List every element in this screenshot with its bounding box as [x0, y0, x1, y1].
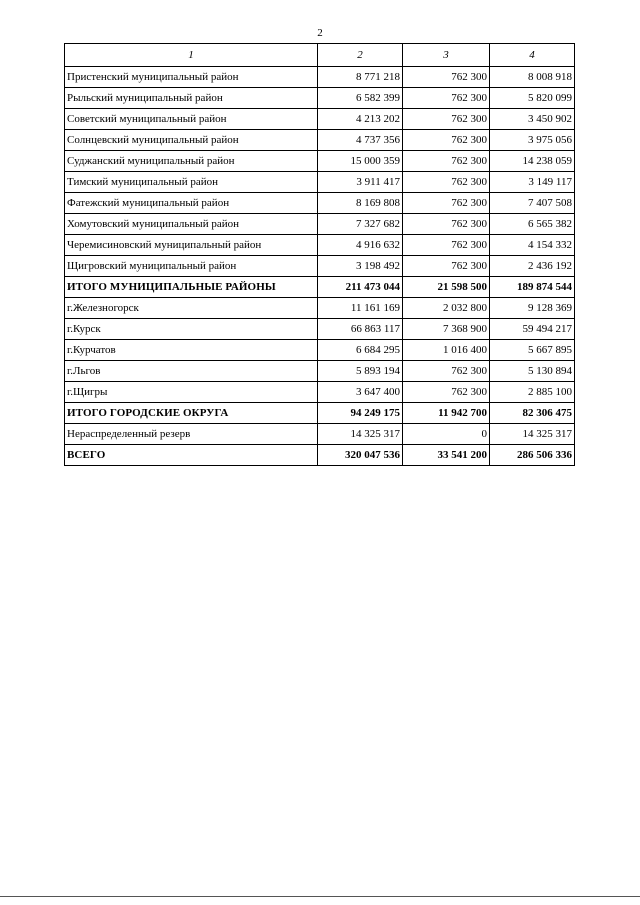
column-4-value: 14 325 317 — [490, 424, 575, 445]
table-row — [65, 214, 575, 235]
column-3-value: 762 300 — [403, 88, 490, 109]
column-3-value: 2 032 800 — [403, 298, 490, 319]
column-4-value: 3 149 117 — [490, 172, 575, 193]
table-row — [65, 340, 575, 361]
column-4-value: 189 874 544 — [490, 277, 575, 298]
column-2-value: 211 473 044 — [318, 277, 403, 298]
column-3-value: 7 368 900 — [403, 319, 490, 340]
column-2-value: 8 771 218 — [318, 67, 403, 88]
territory-name: г.Льгов — [65, 361, 318, 382]
column-3-value: 0 — [403, 424, 490, 445]
table-row — [65, 256, 575, 277]
territory-name: Нераспределенный резерв — [65, 424, 318, 445]
column-4-value: 5 130 894 — [490, 361, 575, 382]
column-2-value: 94 249 175 — [318, 403, 403, 424]
column-2-value: 3 198 492 — [318, 256, 403, 277]
column-4-value: 9 128 369 — [490, 298, 575, 319]
column-3-value: 33 541 200 — [403, 445, 490, 466]
territory-name: г.Щигры — [65, 382, 318, 403]
column-4-value: 5 820 099 — [490, 88, 575, 109]
territory-name: Суджанский муниципальный район — [65, 151, 318, 172]
territory-name: г.Курчатов — [65, 340, 318, 361]
territory-name: Советский муниципальный район — [65, 109, 318, 130]
column-2-value: 3 647 400 — [318, 382, 403, 403]
table-header-row — [65, 44, 575, 67]
table-row — [65, 109, 575, 130]
table-row — [65, 172, 575, 193]
column-header-3: 3 — [403, 44, 490, 67]
table-row — [65, 193, 575, 214]
column-header-4: 4 — [490, 44, 575, 67]
column-3-value: 762 300 — [403, 130, 490, 151]
column-2-value: 5 893 194 — [318, 361, 403, 382]
territory-name: Пристенский муниципальный район — [65, 67, 318, 88]
column-3-value: 762 300 — [403, 235, 490, 256]
column-header-1: 1 — [65, 44, 318, 67]
column-2-value: 8 169 808 — [318, 193, 403, 214]
territory-name: Щигровский муниципальный район — [65, 256, 318, 277]
table-body — [65, 67, 575, 466]
column-4-value: 82 306 475 — [490, 403, 575, 424]
column-3-value: 762 300 — [403, 256, 490, 277]
column-4-value: 4 154 332 — [490, 235, 575, 256]
column-3-value: 762 300 — [403, 172, 490, 193]
territory-name: Фатежский муниципальный район — [65, 193, 318, 214]
column-2-value: 66 863 117 — [318, 319, 403, 340]
column-4-value: 5 667 895 — [490, 340, 575, 361]
column-3-value: 762 300 — [403, 361, 490, 382]
column-3-value: 11 942 700 — [403, 403, 490, 424]
column-4-value: 8 008 918 — [490, 67, 575, 88]
column-4-value: 2 885 100 — [490, 382, 575, 403]
column-3-value: 762 300 — [403, 193, 490, 214]
table-row — [65, 88, 575, 109]
territory-name: ИТОГО МУНИЦИПАЛЬНЫЕ РАЙОНЫ — [65, 277, 318, 298]
column-2-value: 6 684 295 — [318, 340, 403, 361]
column-2-value: 14 325 317 — [318, 424, 403, 445]
column-3-value: 762 300 — [403, 151, 490, 172]
territory-name: Тимский муниципальный район — [65, 172, 318, 193]
budget-distribution-table — [64, 43, 575, 466]
table-row — [65, 151, 575, 172]
column-3-value: 21 598 500 — [403, 277, 490, 298]
table-row — [65, 235, 575, 256]
table-row — [65, 424, 575, 445]
column-4-value: 3 975 056 — [490, 130, 575, 151]
table-row — [65, 67, 575, 88]
column-3-value: 1 016 400 — [403, 340, 490, 361]
territory-name: Черемисиновский муниципальный район — [65, 235, 318, 256]
column-2-value: 4 213 202 — [318, 109, 403, 130]
column-2-value: 15 000 359 — [318, 151, 403, 172]
table-row — [65, 130, 575, 151]
table-total-row — [65, 445, 575, 466]
column-4-value: 3 450 902 — [490, 109, 575, 130]
column-2-value: 4 737 356 — [318, 130, 403, 151]
column-4-value: 14 238 059 — [490, 151, 575, 172]
column-2-value: 11 161 169 — [318, 298, 403, 319]
territory-name: г.Железногорск — [65, 298, 318, 319]
column-4-value: 59 494 217 — [490, 319, 575, 340]
table-row — [65, 361, 575, 382]
page-number: 2 — [317, 27, 323, 39]
column-3-value: 762 300 — [403, 214, 490, 235]
column-2-value: 3 911 417 — [318, 172, 403, 193]
territory-name: Хомутовский муниципальный район — [65, 214, 318, 235]
table-row — [65, 382, 575, 403]
column-4-value: 2 436 192 — [490, 256, 575, 277]
table-row — [65, 298, 575, 319]
territory-name: ИТОГО ГОРОДСКИЕ ОКРУГА — [65, 403, 318, 424]
column-3-value: 762 300 — [403, 382, 490, 403]
territory-name: Рыльский муниципальный район — [65, 88, 318, 109]
column-2-value: 6 582 399 — [318, 88, 403, 109]
territory-name: ВСЕГО — [65, 445, 318, 466]
column-4-value: 7 407 508 — [490, 193, 575, 214]
table-total-row — [65, 277, 575, 298]
column-3-value: 762 300 — [403, 109, 490, 130]
column-2-value: 7 327 682 — [318, 214, 403, 235]
column-3-value: 762 300 — [403, 67, 490, 88]
territory-name: г.Курск — [65, 319, 318, 340]
page-bottom-rule — [0, 896, 640, 897]
table-row — [65, 319, 575, 340]
table-total-row — [65, 403, 575, 424]
column-2-value: 4 916 632 — [318, 235, 403, 256]
territory-name: Солнцевский муниципальный район — [65, 130, 318, 151]
column-2-value: 320 047 536 — [318, 445, 403, 466]
column-header-2: 2 — [318, 44, 403, 67]
column-4-value: 286 506 336 — [490, 445, 575, 466]
column-4-value: 6 565 382 — [490, 214, 575, 235]
